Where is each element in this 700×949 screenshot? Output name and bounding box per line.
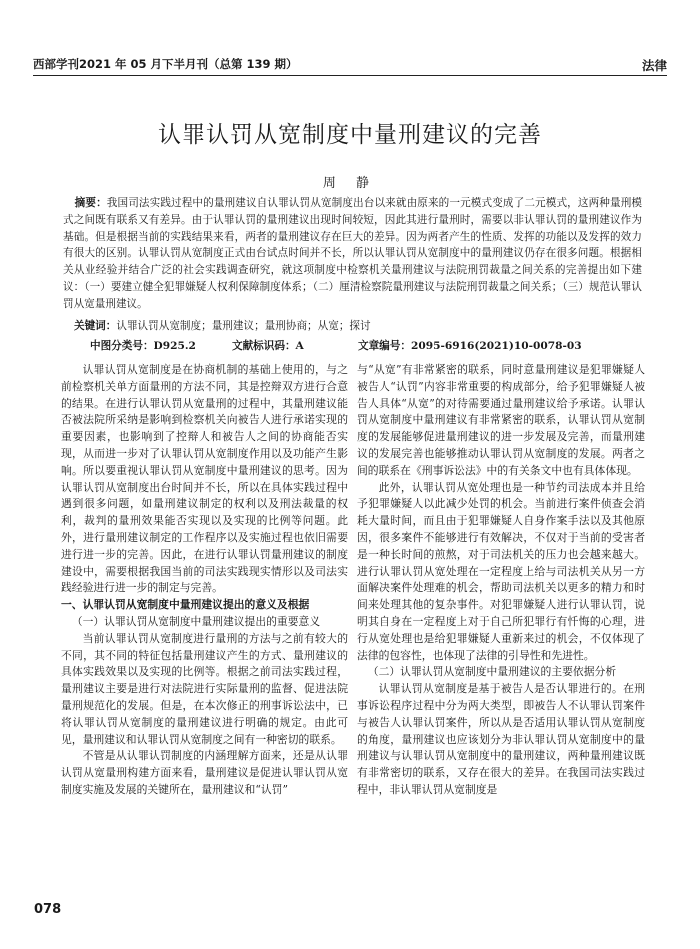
section-heading: 一、认罪认罚从宽制度中量刑建议提出的意义及根据: [61, 598, 310, 612]
paragraph: 与“从宽”有非常紧密的联系，同时意量刑建议是犯罪嫌疑人被告人“认罚”内容非常重要的构成部分，给予犯罪嫌疑人被告人具体“从宽”的对待需要通过量刑建议给予承诺。认罪认罚从宽制度中量刑建议有非常紧密的联系，认罪认罚从宽制度的发展能够促进量刑建议的进一步发展及完善，而量刑建议的发展完善也能够推动认罪认罚从宽制度的发展。两者之间的联系在《刑事诉讼法》中的有关条文中也有具体体现。: [357, 363, 645, 477]
section-name: 法律: [641, 58, 667, 73]
running-header: [33, 52, 667, 72]
keywords: [74, 318, 642, 333]
clc-number: 中图分类号：D925.2: [90, 340, 196, 352]
paragraph: 认罪认罚从宽制度是在协商机制的基础上使用的，与之前检察机关单方面量刑的方法不同，其是控辩双方进行合意的结果。在进行认罪认罚从宽量刑的过程中，其量刑建议能否被法院所采纳是影响到检察机关向被告人进行承诺实现的重要因素，也影响到了控辩人和被告人之间的协商能否实现，从而进一步对了认罪认罚从宽制度作用以及功能产生影响。所以要重视认罪认罚从宽制度中量刑建议的思考。因为认罪认罚从宽制度出台时间并不长，所以在具体实践过程中遇到很多问题，如量刑建议制定的权利以及刑法裁量的权利，裁判的量刑效果能否实现以及实现的比例等问题。此外，进行量刑建议制定的工作程序以及实施过程也依旧需要进行进一步的完善。因此，在进行认罪认罚量刑建议的制度建设中，需要根据我国当前的司法实践现实情形以及司法实践经验进行进一步的制定与完善。: [61, 363, 348, 595]
paragraph: 不管是从认罪认罚制度的内涵理解方面来，还是从认罪认罚从宽量刑构建方面来看，量刑建议是促进认罪认罚从宽制度实施及发展的关键所在，量刑建议和“认罚”: [61, 749, 348, 796]
left-column: [61, 362, 348, 892]
article-number: 文章编号：2095-6916(2021)10-0078-03: [358, 340, 582, 352]
document-code: 文献标识码：A: [232, 340, 304, 352]
keywords-label: 关键词：: [74, 320, 117, 332]
abstract-text: 我国司法实践过程中的量刑建议自认罪认罚从宽制度出台以来就由原来的一元模式变成了二元模式，这两种量刑模式之间既有联系又有差异。由于认罪认罚的量刑建议出现时间较短，因此其进行量刑时，需要以非认罪认罚的量刑建议作为基础。但是根据当前的实践结果来看，两者的量刑建议存在巨大的差异。因为两者产生的性质、发挥的功能以及发挥的效力有很大的区别。认罪认罚从宽制度正式由台试点时间并不长，所以认罪认罚从宽制度中的量刑建议仍存在很多问题。根据相关从业经验并结合广泛的社会实践调查研究，就这项制度中检察机关量刑建议与法院刑罚裁量之间关系的完善提出如下建议：（一）要建立健全犯罪嫌疑人权利保障制度体系；（二）厘清检察院量刑建议与法院刑罚裁量之间关系；（三）规范认罪认罚从宽量刑建议。: [63, 197, 643, 310]
header-rule: [33, 75, 667, 76]
abstract: [63, 195, 642, 313]
page-number: 078: [34, 902, 62, 917]
abstract-label: 摘要：: [74, 197, 107, 209]
journal-info: 西部学刊2021 年 05 月下半月刊（总第 139 期）: [33, 57, 298, 71]
paragraph: 认罪认罚从宽制度是基于被告人是否认罪进行的。在刑事诉讼程序过程中分为两大类型，即被告人不认罪认罚案件与被告人认罪认罚案件，所以从是否适用认罪认罚从宽制度的角度，量刑建议也应该划分为非认罪认罚从宽制度中的量刑建议与认罪认罚从宽制度中的量刑建议，两种量刑建议既有非常密切的联系，又存在很大的差异。在我国司法实践过程中，非认罪认罚从宽制度是: [357, 682, 645, 796]
keywords-text: 认罪认罚从宽制度；量刑建议；量刑协商；从宽；探讨: [116, 320, 371, 332]
paragraph: 当前认罪认罚从宽制度进行量刑的方法与之前有较大的不同，其不同的特征包括量刑建议产生的方式、量刑建议的具体实践效果以及实现的比例等。根据之前司法实践过程，量刑建议主要是进行对法院进行实际量刑的监督、促进法院量刑规范化的发展。但是，在本次修正的刑事诉讼法中，已将认罪认罚从宽制度的量刑建议进行明确的规定。由此可见，量刑建议和认罪认罚从宽制度之间有一种密切的联系。: [61, 631, 348, 746]
article-author: 周 静: [322, 176, 378, 191]
article-title: 认罪认罚从宽制度中量刑建议的完善: [158, 122, 542, 148]
subsection-heading: （一）认罪认罚从宽制度中量刑建议提出的重要意义: [71, 614, 321, 628]
paragraph: 此外，认罪认罚从宽处理也是一种节约司法成本并且给予犯罪嫌疑人以此减少处罚的机会。当前进行案件侦查会消耗大量时间，而且由于犯罪嫌疑人自身作案手法以及其他原因，很多案件不能够进行有效解决，不仅对于当前的受害者是一种长时间的煎熬，对于司法机关的压力也会越来越大。进行认罪认罚从宽处理在一定程度上给与司法机关从另一方面解决案件处理难的机会，帮助司法机关以更多的精力和时间来处理其他的复杂事件。对犯罪嫌疑人进行认罪认罚，说明其自身在一定程度上对于自己所犯罪行有忏悔的心理，进行从宽处理也是给犯罪嫌疑人重新来过的机会，不仅体现了法律的包容性，也体现了法律的引导性和先进性。: [357, 480, 645, 662]
right-column: [357, 362, 645, 892]
subsection-heading: （二）认罪认罚从宽制度中量刑建议的主要依据分析: [367, 665, 617, 679]
